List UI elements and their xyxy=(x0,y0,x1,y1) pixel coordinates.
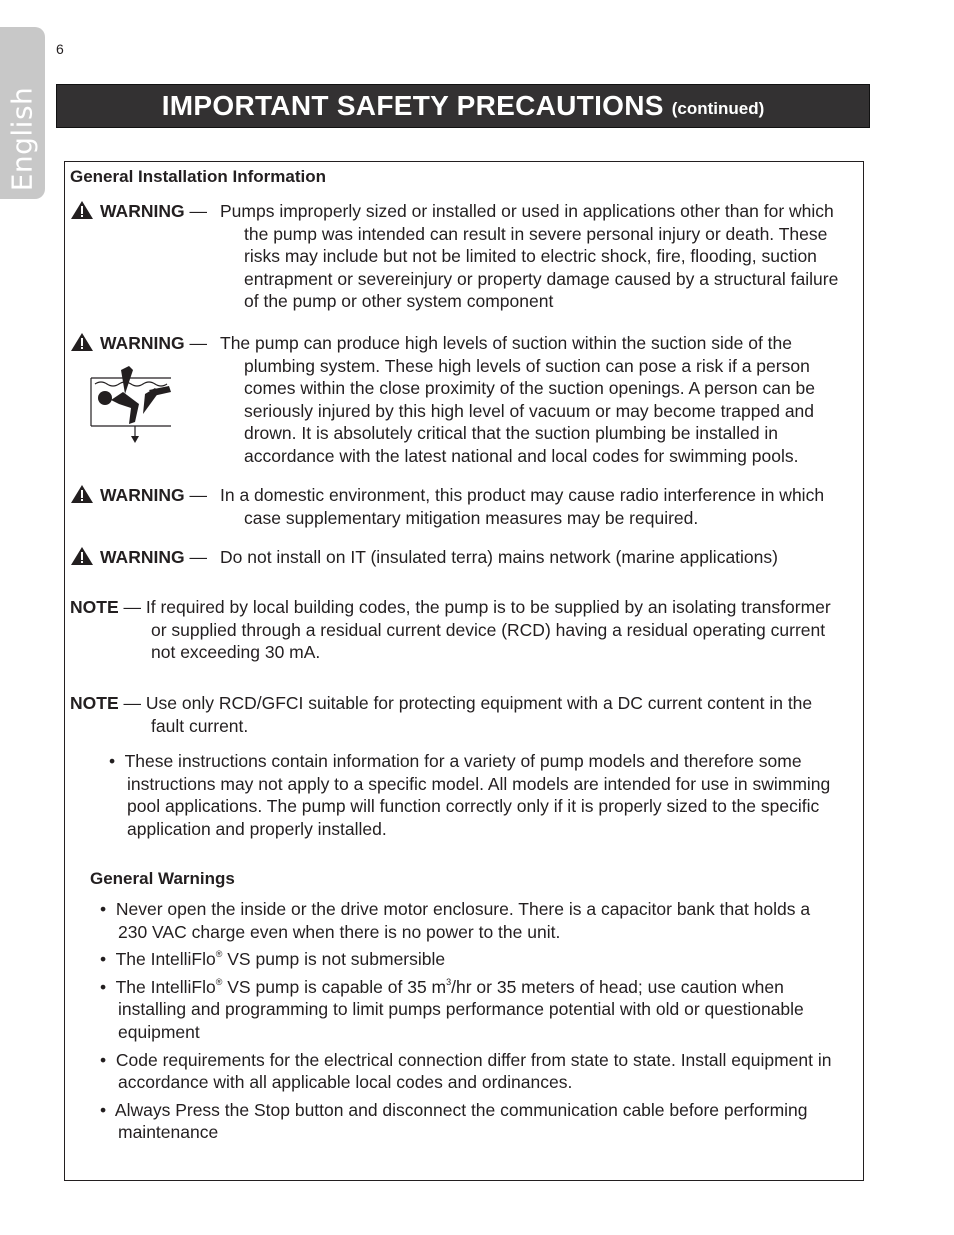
warning-triangle-icon xyxy=(70,332,94,352)
warning-text: In a domestic environment, this product may cause radio interference in which case supplementary mitigation measures may be required. xyxy=(220,485,825,528)
warning-triangle-icon xyxy=(70,484,94,504)
language-tab xyxy=(0,27,45,199)
language-tab-label: English xyxy=(5,86,39,192)
warning-text: The pump can produce high levels of suction within the suction side of the plumbing system. These high levels of suction can pose a risk if a person comes within the close proximity of the suction openings. A person can be seriously injured by this high level of vacuum or may become trapped and drown. It is absolutely critical that the suction plumbing be installed in accordance with the latest national and local codes for swimming pools. xyxy=(220,333,816,466)
general-warnings-list xyxy=(90,898,840,1144)
note-text: NOTE — If required by local building codes, the pump is to be supplied by an isolating transformer or supplied through a residual current device (RCD) having a residual operating current not exceeding 30 mA. xyxy=(70,597,831,663)
warning-block-1 xyxy=(70,200,860,315)
warning-label: WARNING — xyxy=(100,201,207,221)
warning-label: WARNING — xyxy=(100,333,207,353)
list-item: • These instructions contain information for a variety of pump models and therefore some instructions may not apply to a specific model. All models are intended for use in swimming pool applications. The pump will function correctly only if it is properly sized to the specific application and properly installed. xyxy=(109,751,831,839)
section-banner xyxy=(56,84,870,128)
note-text: NOTE — Use only RCD/GFCI suitable for protecting equipment with a DC current content in the fault current. xyxy=(70,693,813,736)
page-number: 6 xyxy=(56,41,64,57)
installation-title: General Installation Information xyxy=(70,167,326,186)
warning-triangle-icon xyxy=(70,200,94,220)
warning-block-3 xyxy=(70,484,860,530)
general-warnings-title: General Warnings xyxy=(90,869,235,888)
warning-triangle-icon xyxy=(70,546,94,566)
warning-block-2 xyxy=(70,332,860,472)
suction-entrapment-icon xyxy=(89,364,173,444)
list-item: • The IntelliFlo® VS pump is capable of 35 $m^3/hr$ or 35 meters of head; use caution when installing and programming to limit pumps performance potential with old or questionable equipment xyxy=(100,976,804,1042)
list-item: • The IntelliFlo® VS pump is not submersible xyxy=(100,949,446,970)
models-note xyxy=(99,750,834,840)
warning-text: Do not install on IT (insulated terra) mains network (marine applications) xyxy=(220,547,778,567)
banner-title: IMPORTANT SAFETY PRECAUTIONS xyxy=(161,90,664,121)
warning-label: WARNING — xyxy=(100,547,207,567)
warning-label: WARNING — xyxy=(100,485,207,505)
warning-block-4 xyxy=(70,546,860,570)
list-item: • Code requirements for the electrical connection differ from state to state. Install equipment in accordance with all applicable local codes and ordinances. xyxy=(100,1049,832,1093)
list-item: • Never open the inside or the drive motor enclosure. There is a capacitor bank that holds a 230 VAC charge even when there is no power to the unit. xyxy=(100,899,811,942)
warning-text: Pumps improperly sized or installed or used in applications other than for which the pump was intended can result in severe personal injury or death. These risks may include but not be limited to electric shock, fire, flooding, suction entrapment or severeinjury or property damage caused by a structural failure of the pump or other system component xyxy=(220,201,839,312)
banner-subtitle: (continued) xyxy=(671,99,765,118)
list-item: • Always Press the Stop button and disconnect the communication cable before performing maintenance xyxy=(100,1099,808,1143)
